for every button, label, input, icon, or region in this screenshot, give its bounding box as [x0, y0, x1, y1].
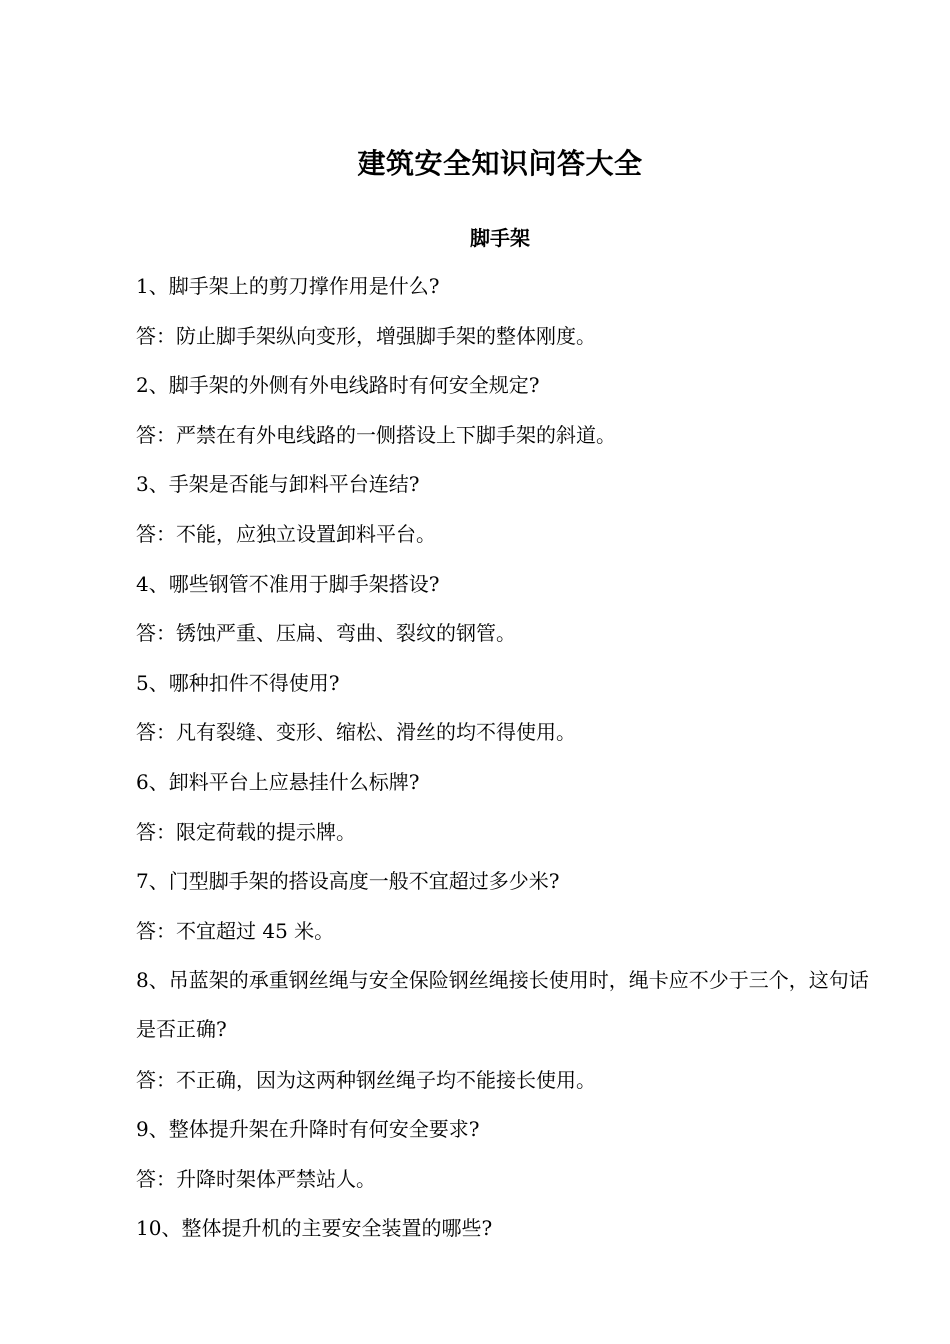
- question-4: 4、哪些钢管不准用于脚手架搭设?: [136, 571, 440, 596]
- question-6: 6、卸料平台上应悬挂什么标牌?: [136, 769, 420, 794]
- question-9: 9、整体提升架在升降时有何安全要求?: [136, 1117, 480, 1142]
- question-7: 7、门型脚手架的搭设高度一般不宜超过多少米?: [136, 869, 560, 894]
- answer-3: 答：不能，应独立设置卸料平台。: [136, 521, 436, 546]
- answer-2: 答：严禁在有外电线路的一侧搭设上下脚手架的斜道。: [136, 422, 616, 447]
- answer-6: 答：限定荷载的提示牌。: [136, 819, 356, 844]
- answer-9: 答：升降时架体严禁站人。: [136, 1166, 376, 1191]
- question-5: 5、哪种扣件不得使用?: [136, 670, 340, 695]
- question-2: 2、脚手架的外侧有外电线路时有何安全规定?: [136, 373, 540, 398]
- qa-content: [136, 270, 886, 1262]
- question-1: 1、脚手架上的剪刀撑作用是什么?: [136, 274, 440, 298]
- question-10: 10、整体提升机的主要安全装置的哪些?: [136, 1216, 493, 1241]
- answer-1: 答：防止脚手架纵向变形，增强脚手架的整体刚度。: [136, 323, 596, 348]
- question-3: 3、手架是否能与卸料平台连结?: [136, 472, 420, 497]
- answer-5: 答：凡有裂缝、变形、缩松、滑丝的均不得使用。: [136, 720, 576, 745]
- document-title: 建筑安全知识问答大全: [357, 147, 643, 180]
- section-heading: 脚手架: [470, 226, 530, 250]
- answer-8: 答：不正确，因为这两种钢丝绳子均不能接长使用。: [136, 1067, 596, 1092]
- answer-7: 答：不宜超过 45 米。: [136, 918, 335, 943]
- question-8: 8、吊蓝架的承重钢丝绳与安全保险钢丝绳接长使用时，绳卡应不少于三个，这句话是否正确?: [136, 967, 869, 1042]
- answer-4: 答：锈蚀严重、压扁、弯曲、裂纹的钢管。: [136, 621, 516, 646]
